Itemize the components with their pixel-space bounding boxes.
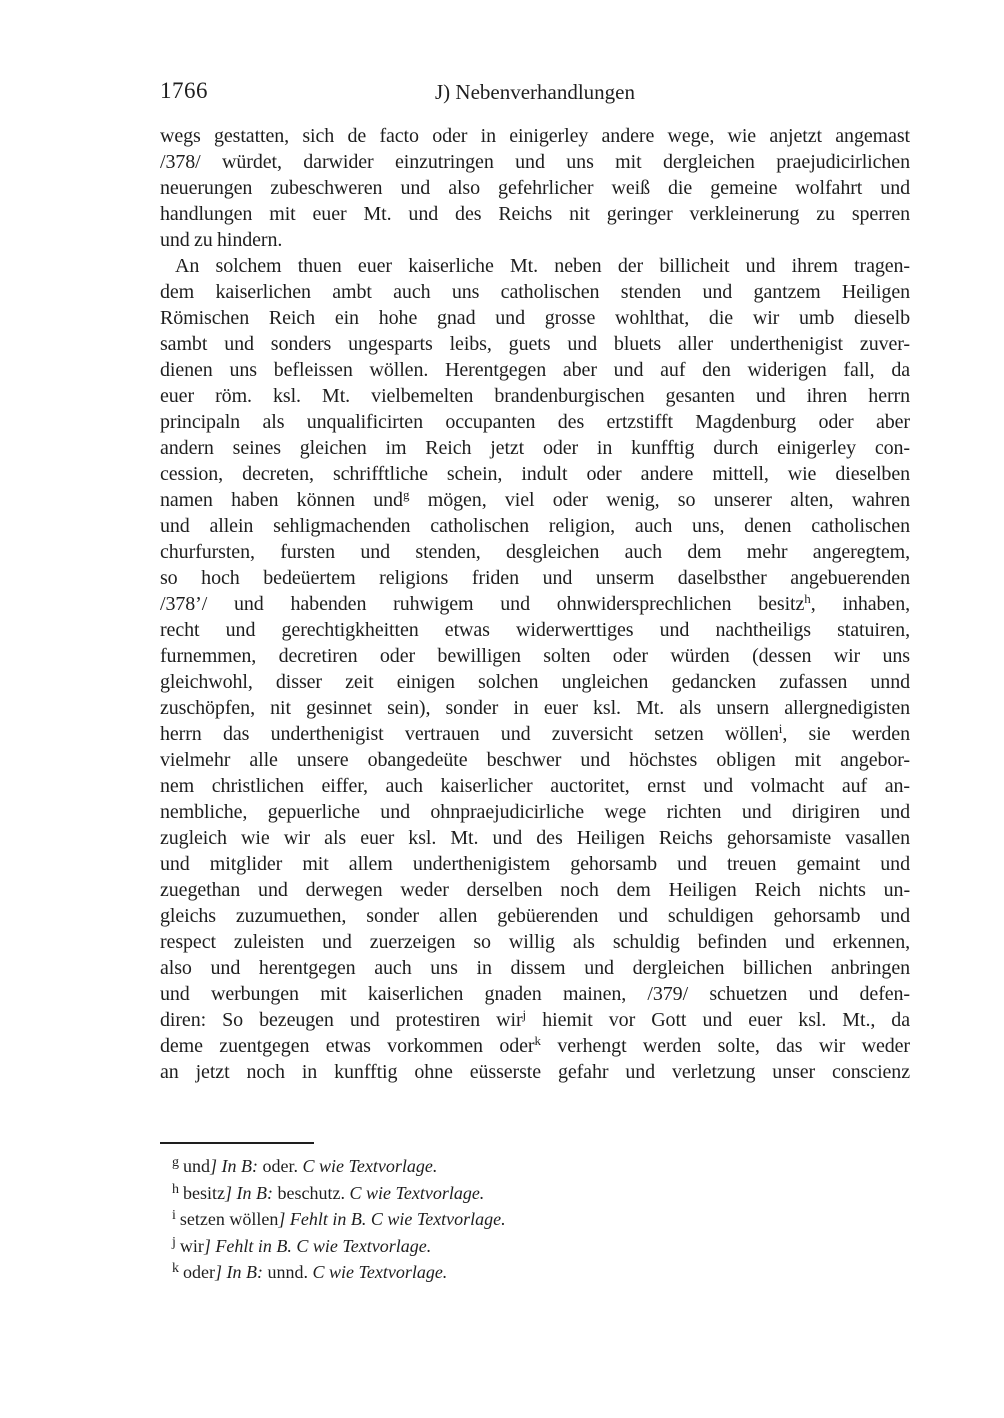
footnote-ref-k: k <box>534 1033 541 1048</box>
footnote-rule <box>160 1142 314 1144</box>
text-line: principaln als unqualificirten occupanten des ertzstifft Magdenburg oder aber <box>160 411 910 433</box>
text-line: churfursten, fursten und stenden, desgleichen auch dem mehr angeregtem, <box>160 541 910 563</box>
footnote-marker: j <box>172 1234 176 1250</box>
text-line: und werbungen mit kaiserlichen gnaden mainen, /379/ schuetzen und defen- <box>160 983 910 1005</box>
page-number: 1766 <box>160 78 208 103</box>
footnote-g: $^g$ und] In B: oder. C wie Textvorlage. <box>172 1155 438 1176</box>
text-line: nembliche, gepuerliche und ohnpraejudicirliche wege richten und dirigiren und <box>160 801 910 823</box>
text-line: namen haben können und$^g$ mögen, viel oder wenig, so unserer alten, wahren <box>160 487 910 511</box>
text-line: und allein sehligmachenden catholischen religion, auch uns, denen catholischen <box>160 515 910 537</box>
text-line: /378/ würdet, darwider einzutringen und uns mit dergleichen praejudicirlichen <box>160 151 910 173</box>
footnote-marker: h <box>172 1181 179 1197</box>
text-line: zugleich wie wir als euer ksl. Mt. und des Heiligen Reichs gehorsamiste vasallen <box>160 827 910 849</box>
text-line: herrn das underthenigist vertrauen und zuversicht setzen wöllen$^i$, sie werden <box>160 721 910 745</box>
text-line: nem christlichen eiffer, auch kaiserlicher auctoritet, ernst und volmacht auf an- <box>160 775 910 797</box>
footnote-k: $^k$ oder] In B: unnd. C wie Textvorlage. <box>172 1261 448 1282</box>
footnote-ref-h: h <box>804 591 811 606</box>
footnote-list <box>160 1153 910 1286</box>
text-line: an jetzt noch in kunfftig ohne eüsserste gefahr und verletzung unser conscienz <box>160 1061 910 1083</box>
main-text <box>160 123 910 1085</box>
text-line: vielmehr alle unsere obangedeüte beschwer und höchstes obligen mit angebor- <box>160 749 910 771</box>
footnote-h: $^h$ besitz] In B: beschutz. C wie Textvorlage. <box>172 1181 485 1203</box>
text-line: recht und gerechtigkheitten etwas widerwerttiges und nachtheiligs statuiren, <box>160 619 910 641</box>
footnote-ref-g: g <box>402 487 410 502</box>
footnotes-section <box>160 1142 910 1286</box>
text-line: zuegethan und derwegen weder derselben noch dem Heiligen Reich nichts un- <box>160 879 910 901</box>
text-line: deme zuentgegen etwas vorkommen oder$^k$ verhengt werden solte, das wir weder <box>160 1033 910 1057</box>
footnote-ref-j: j <box>522 1007 527 1022</box>
footnote-marker: k <box>172 1261 179 1276</box>
text-line: An solchem thuen euer kaiserliche Mt. neben der billicheit und ihrem tragen- <box>175 255 910 277</box>
text-line: zuschöpfen, nit gesinnet sein), sonder in euer ksl. Mt. als unsern allergnedigisten <box>160 697 910 719</box>
page-header <box>160 78 910 104</box>
text-line: also und herentgegen auch uns in dissem und dergleichen billichen anbringen <box>160 957 910 979</box>
text-line: euer röm. ksl. Mt. vielbemelten brandenburgischen gesanten und ihren herrn <box>160 385 910 407</box>
text-line: neuerungen zubeschweren und also gefehrlicher weiß die gemeine wolfahrt und <box>160 177 910 199</box>
text-line: wegs gestatten, sich de facto oder in einigerley andere wege, wie anjetzt angemast <box>160 125 910 147</box>
footnote-marker: i <box>172 1208 176 1223</box>
text-line: furnemmen, decretiren oder bewilligen solten oder würden (dessen wir uns <box>160 645 910 667</box>
text-line: gleichwohl, disser zeit einigen solchen ungleichen gedancken zufassen unnd <box>160 671 910 693</box>
footnote-j: $^j$ wir] Fehlt in B. C wie Textvorlage. <box>172 1234 432 1256</box>
text-line: sambt und sonders ungesparts leibs, guets und bluets aller underthenigist zuver- <box>160 333 910 355</box>
text-line: andern seines gleichen im Reich jetzt oder in kunfftig durch einigerley con- <box>160 437 910 459</box>
running-head: J) Nebenverhandlungen <box>434 80 636 104</box>
footnote-ref-i: i <box>778 721 783 736</box>
footnote-marker: g <box>172 1155 179 1170</box>
text-line: cession, decreten, schrifftliche schein, indult oder andere mittell, wie dieselben <box>160 463 910 485</box>
text-line: dienen uns befleissen wöllen. Herentgegen aber und auf den widerigen fall, da <box>160 359 910 381</box>
footnote-i: $^i$ setzen wöllen] Fehlt in B. C wie Textvorlage. <box>172 1208 506 1229</box>
text-line: gleichs zuzumuethen, sonder allen gebüerenden und schuldigen gehorsamb und <box>160 905 910 927</box>
text-line: und zu hindern. <box>160 229 283 251</box>
text-line: so hoch bedeüertem religions friden und unserm daselbsther angebuerenden <box>160 567 910 589</box>
text-line: dem kaiserlichen ambt auch uns catholischen stenden und gantzem Heiligen <box>160 281 910 303</box>
text-line: /378’/ und habenden ruhwigem und ohnwidersprechlichen besitz$^h$, inhaben, <box>160 591 910 615</box>
text-line: Römischen Reich ein hohe gnad und grosse wohlthat, die wir umb dieselb <box>160 307 910 329</box>
text-line: handlungen mit euer Mt. und des Reichs nit geringer verkleinerung zu sperren <box>160 203 910 225</box>
text-line: und mitglider mit allem underthenigistem gehorsamb und treuen gemaint und <box>160 853 910 875</box>
text-line: respect zuleisten und zuerzeigen so willig als schuldig befinden und erkennen, <box>160 931 910 953</box>
text-line: diren: So bezeugen und protestiren wir$^j$ hiemit vor Gott und euer ksl. Mt., da <box>160 1007 910 1031</box>
type-area <box>160 78 910 1286</box>
